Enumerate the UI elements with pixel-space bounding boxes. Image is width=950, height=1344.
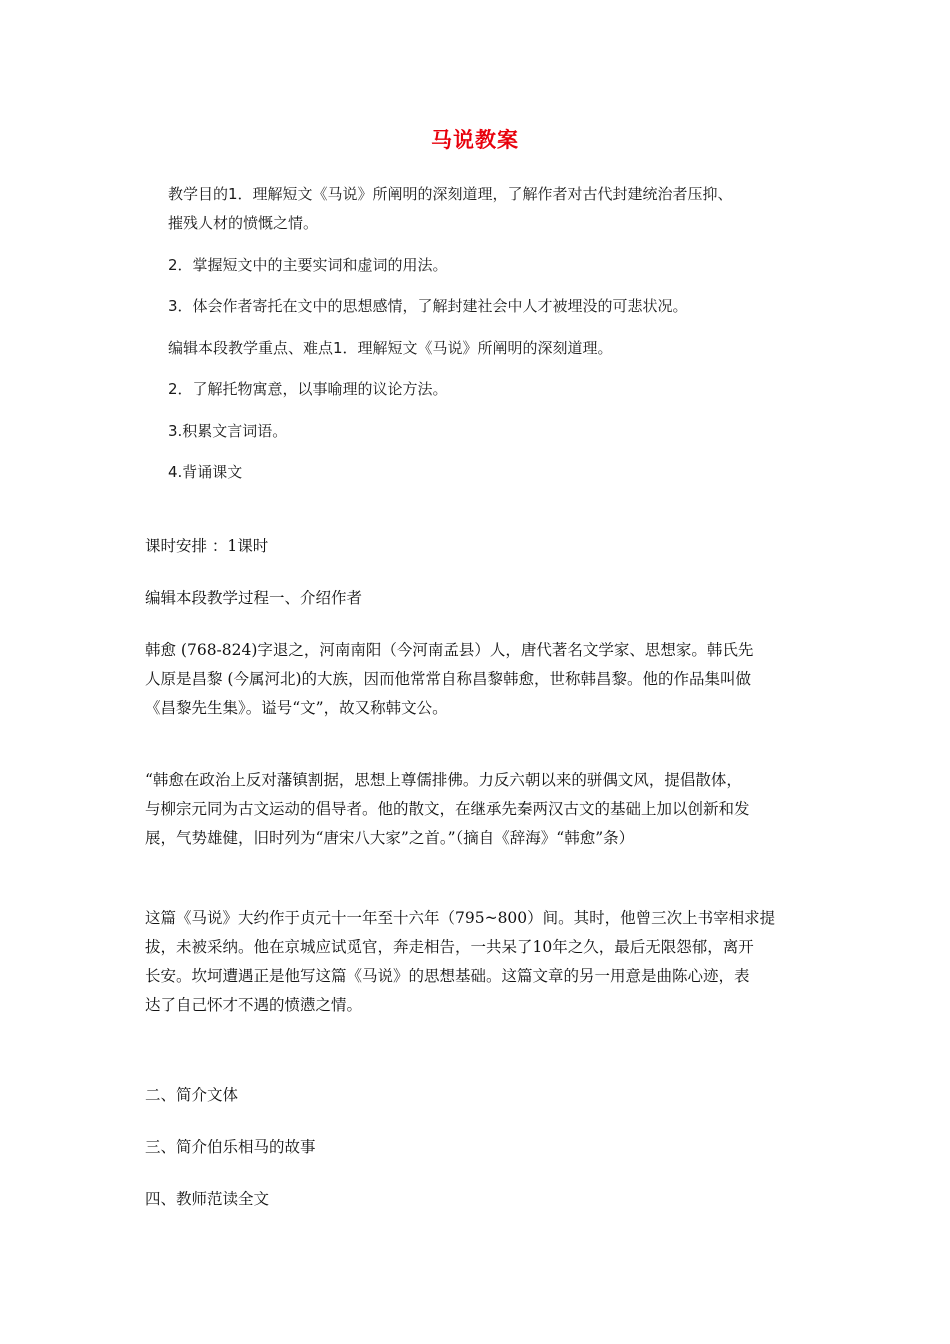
quote-paragraph-line: “韩愈在政治上反对藩镇割据，思想上尊儒排佛。力反六朝以来的骈偶文风，提倡散体， <box>145 771 742 789</box>
objectives-line-1 <box>168 180 733 238</box>
key-points-line-2: 2．了解托物寓意，以事喻理的议论方法。 <box>168 380 448 398</box>
objectives-line-3: 3．体会作者寄托在文中的思想感情，了解封建社会中人才被埋没的可悲状况。 <box>168 297 688 315</box>
key-points-line-4: 4.背诵课文 <box>168 463 243 481</box>
key-points-line-1: 编辑本段教学重点、难点1．理解短文《马说》所阐明的深刻道理。 <box>168 339 613 357</box>
process-heading: 编辑本段教学过程一、介绍作者 <box>145 589 363 607</box>
key-points-line-3: 3.积累文言词语。 <box>168 422 288 440</box>
quote-paragraph-line: 展，气势雄健，旧时列为“唐宋八大家”之首。”（摘自《辞海》“韩愈”条） <box>145 829 635 847</box>
context-paragraph-line: 长安。坎坷遭遇正是他写这篇《马说》的思想基础。这篇文章的另一用意是曲陈心迹，表 <box>145 967 750 985</box>
objectives-line-1a: 教学目的1．理解短文《马说》所阐明的深刻道理，了解作者对古代封建统治者压抑、 <box>168 185 733 203</box>
context-paragraph-line: 这篇《马说》大约作于贞元十一年至十六年（795~800）间。其时，他曾三次上书宰相求提 <box>145 909 776 927</box>
quote-paragraph-line: 与柳宗元同为古文运动的倡导者。他的散文，在继承先秦两汉古文的基础上加以创新和发 <box>145 800 750 818</box>
context-paragraph-line: 拔，未被采纳。他在京城应试觅官，奔走相告，一共呆了10年之久，最后无限怨郁，离开 <box>145 938 754 956</box>
page-title: 马说教案 <box>431 128 519 152</box>
objectives-line-1b: 摧残人材的愤慨之情。 <box>168 214 319 232</box>
step-4-heading: 四、教师范读全文 <box>145 1190 270 1208</box>
author-paragraph-line: 人原是昌黎 (今属河北)的大族，因而他常常自称昌黎韩愈，世称韩昌黎。他的作品集叫做 <box>145 670 752 688</box>
step-2-heading: 二、简介文体 <box>145 1086 239 1104</box>
author-paragraph-line: 《昌黎先生集》。谥号“文”，故又称韩文公。 <box>145 699 448 717</box>
context-paragraph <box>145 904 810 1020</box>
context-paragraph-line: 达了自己怀才不遇的愤懑之情。 <box>145 996 363 1014</box>
schedule-line: 课时安排 ：1课时 <box>145 537 269 555</box>
objectives-line-2: 2．掌握短文中的主要实词和虚词的用法。 <box>168 256 448 274</box>
author-paragraph <box>145 636 810 723</box>
step-3-heading: 三、简介伯乐相马的故事 <box>145 1138 316 1156</box>
quote-paragraph <box>145 766 810 853</box>
author-paragraph-line: 韩愈 (768-824)字退之，河南南阳（今河南孟县）人，唐代著名文学家、思想家。韩氏先 <box>145 641 754 659</box>
